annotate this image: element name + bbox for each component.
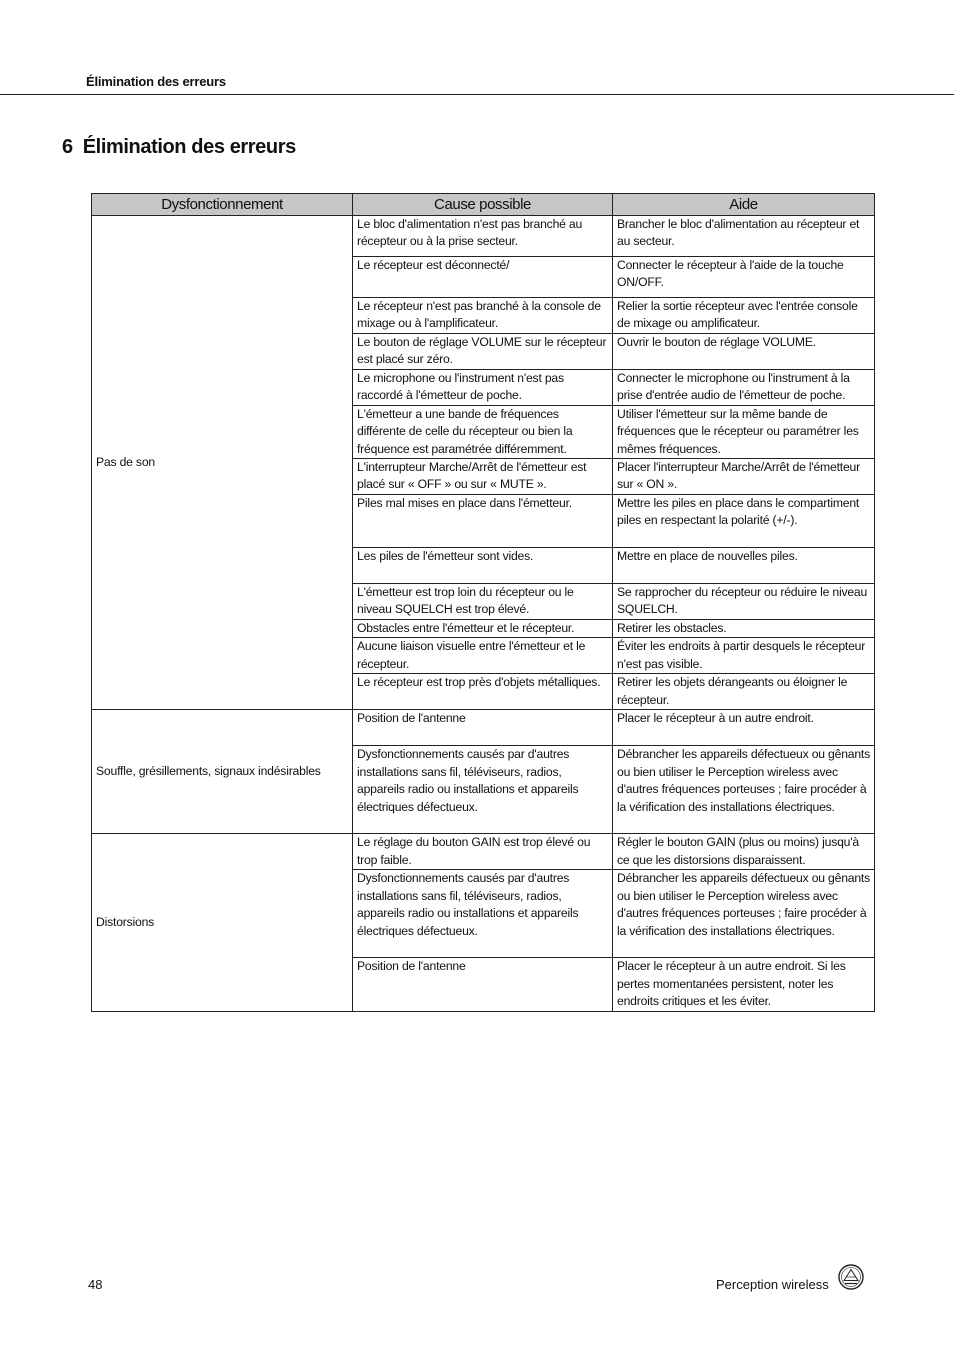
table-body (92, 216, 875, 1012)
section-title (62, 136, 296, 159)
cause-cell: Le microphone ou l'instrument n'est pas raccordé à l'émetteur de poche. (353, 369, 613, 405)
help-cell: Placer le récepteur à un autre endroit. Si les pertes momentanées persistent, noter les endroits critiques et les éviter. (613, 958, 875, 1011)
column-header-fault: Dysfonctionnement (92, 194, 353, 216)
help-cell: Retirer les obstacles. (613, 620, 875, 638)
help-cell: Brancher le bloc d'alimentation au récepteur et au secteur. (613, 216, 875, 257)
running-header: Élimination des erreurs (86, 74, 226, 89)
help-cell: Utiliser l'émetteur sur la même bande de fréquences que le récepteur ou paramétrer les mêmes fréquences. (613, 405, 875, 458)
column-header-help: Aide (613, 194, 875, 216)
cause-cell: Obstacles entre l'émetteur et le récepteur. (353, 620, 613, 638)
table-header-row (92, 194, 875, 216)
fault-cell: Pas de son (92, 216, 353, 710)
help-cell: Retirer les objets dérangeants ou éloigner le récepteur. (613, 674, 875, 710)
product-name: Perception wireless (716, 1277, 829, 1292)
cause-cell: Le récepteur est déconnecté/ (353, 257, 613, 298)
help-cell: Mettre en place de nouvelles piles. (613, 548, 875, 584)
cause-cell: L'interrupteur Marche/Arrêt de l'émetteur est placé sur « OFF » ou sur « MUTE ». (353, 459, 613, 495)
help-cell: Débrancher les appareils défectueux ou gênants ou bien utiliser le Perception wireless avec d'autres fréquences porteuses ; faire procéder à la vérification des installations électriques. (613, 746, 875, 834)
cause-cell: L'émetteur a une bande de fréquences différente de celle du récepteur ou bien la fréquence est paramétrée différemment. (353, 405, 613, 458)
akg-logo-icon (838, 1264, 864, 1290)
cause-cell: Aucune liaison visuelle entre l'émetteur et le récepteur. (353, 638, 613, 674)
cause-cell: Le récepteur n'est pas branché à la console de mixage ou à l'amplificateur. (353, 298, 613, 334)
cause-cell: Les piles de l'émetteur sont vides. (353, 548, 613, 584)
table-row (92, 216, 875, 257)
help-cell: Placer l'interrupteur Marche/Arrêt de l'émetteur sur « ON ». (613, 459, 875, 495)
cause-cell: Le réglage du bouton GAIN est trop élevé ou trop faible. (353, 834, 613, 870)
section-number: 6 (62, 136, 73, 158)
cause-cell: L'émetteur est trop loin du récepteur ou le niveau SQUELCH est trop élevé. (353, 584, 613, 620)
help-cell: Relier la sortie récepteur avec l'entrée console de mixage ou amplificateur. (613, 298, 875, 334)
section-title-text: Élimination des erreurs (82, 136, 296, 158)
help-cell: Placer le récepteur à un autre endroit. (613, 710, 875, 746)
cause-cell: Le récepteur est trop près d'objets métalliques. (353, 674, 613, 710)
cause-cell: Dysfonctionnements causés par d'autres installations sans fil, téléviseurs, radios, appareils radio ou installations et appareils électriques défectueux. (353, 746, 613, 834)
cause-cell: Dysfonctionnements causés par d'autres installations sans fil, téléviseurs, radios, appareils radio ou installations et appareils électriques défectueux. (353, 870, 613, 958)
cause-cell: Piles mal mises en place dans l'émetteur. (353, 495, 613, 548)
help-cell: Éviter les endroits à partir desquels le récepteur n'est pas visible. (613, 638, 875, 674)
help-cell: Mettre les piles en place dans le compartiment piles en respectant la polarité (+/-). (613, 495, 875, 548)
help-cell: Se rapprocher du récepteur ou réduire le niveau SQUELCH. (613, 584, 875, 620)
help-cell: Ouvrir le bouton de réglage VOLUME. (613, 334, 875, 370)
cause-cell: Position de l'antenne (353, 958, 613, 1011)
troubleshooting-table (91, 193, 875, 1012)
table-row (92, 834, 875, 870)
help-cell: Régler le bouton GAIN (plus ou moins) jusqu'à ce que les distorsions disparaissent. (613, 834, 875, 870)
cause-cell: Le bloc d'alimentation n'est pas branché au récepteur ou à la prise secteur. (353, 216, 613, 257)
fault-cell: Distorsions (92, 834, 353, 1011)
help-cell: Débrancher les appareils défectueux ou gênants ou bien utiliser le Perception wireless avec d'autres fréquences porteuses ; faire procéder à la vérification des installations électriques. (613, 870, 875, 958)
help-cell: Connecter le microphone ou l'instrument à la prise d'entrée audio de l'émetteur de poche. (613, 369, 875, 405)
help-cell: Connecter le récepteur à l'aide de la touche ON/OFF. (613, 257, 875, 298)
table-row (92, 710, 875, 746)
cause-cell: Position de l'antenne (353, 710, 613, 746)
fault-cell: Souffle, grésillements, signaux indésirables (92, 710, 353, 834)
page-number: 48 (88, 1277, 103, 1292)
header-rule (0, 94, 954, 95)
cause-cell: Le bouton de réglage VOLUME sur le récepteur est placé sur zéro. (353, 334, 613, 370)
column-header-cause: Cause possible (353, 194, 613, 216)
